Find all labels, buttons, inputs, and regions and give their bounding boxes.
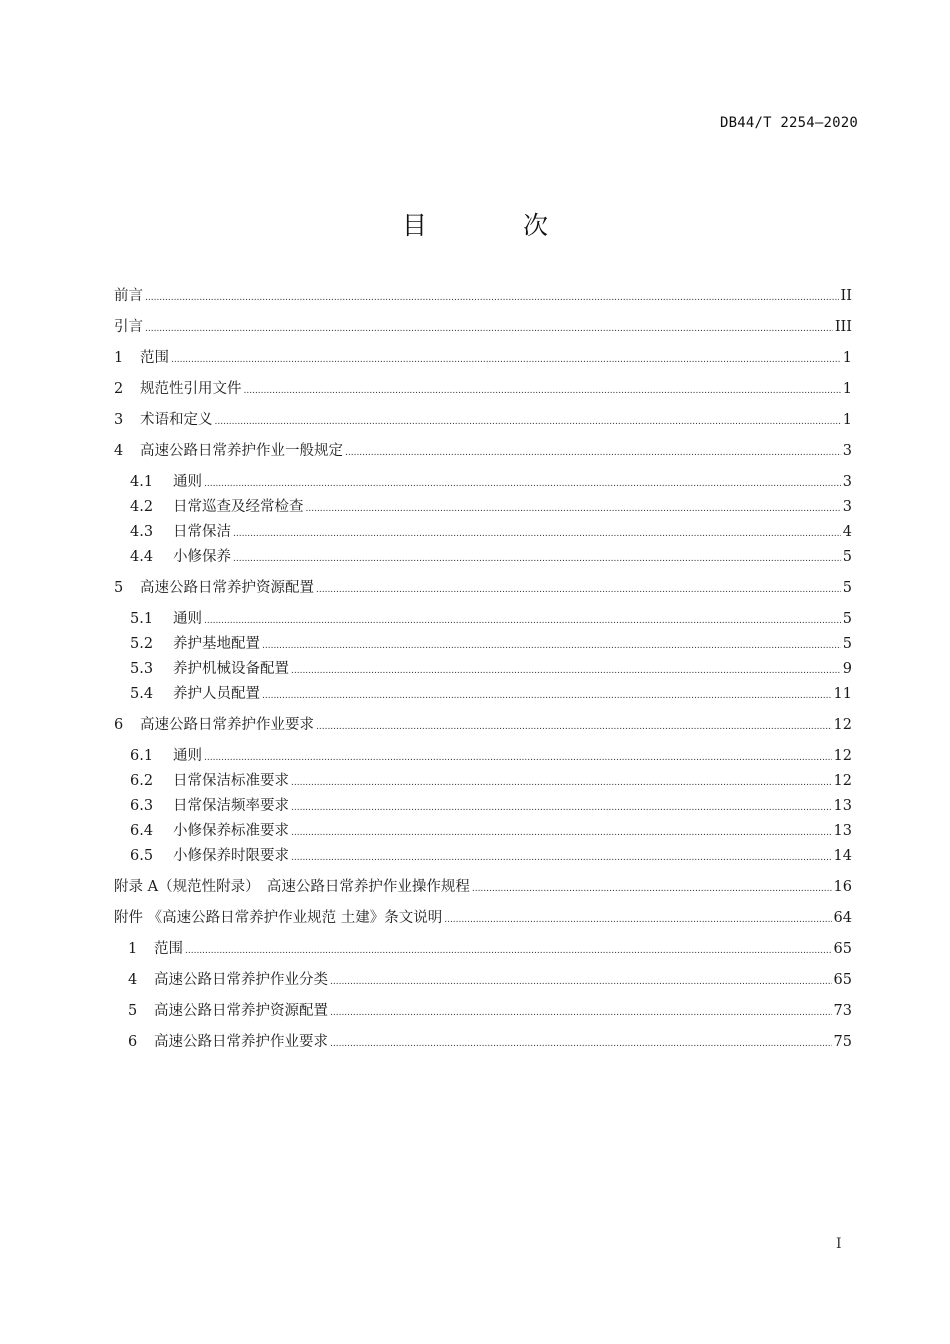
toc-leader-dots (330, 1000, 832, 1024)
toc-leader-dots (262, 683, 832, 707)
toc-leader-dots (145, 285, 839, 309)
toc-entry-number: 4 (114, 443, 124, 459)
toc-entry-label: 规范性引用文件 (140, 381, 242, 397)
toc-entry-label: 日常保洁 (173, 524, 231, 540)
toc-entry-number: 6.2 (130, 773, 154, 789)
toc-entry-5-4[interactable] (114, 683, 852, 705)
toc-entry-6-4[interactable] (114, 820, 852, 842)
toc-leader-dots (316, 577, 841, 601)
toc-entry-attachment[interactable] (114, 907, 852, 929)
toc-entry-page: 1 (842, 381, 852, 397)
toc-leader-dots (316, 714, 832, 738)
toc-leader-dots (291, 820, 832, 844)
toc-entry-label: 术语和定义 (140, 412, 213, 428)
toc-entry-page: III (834, 319, 852, 335)
toc-leader-dots (244, 378, 841, 402)
toc-entry-number: 4.1 (130, 474, 154, 490)
toc-leader-dots (185, 938, 832, 962)
toc-entry-page: 12 (833, 748, 852, 764)
toc-entry-label: 小修保养 (173, 549, 231, 565)
toc-entry-page: 75 (833, 1034, 852, 1050)
toc-entry-2[interactable] (114, 378, 852, 400)
toc-entry-5[interactable] (114, 577, 852, 599)
toc-entry-page: 3 (842, 474, 852, 490)
toc-entry-number: 5.2 (130, 636, 154, 652)
toc-entry-label: 通则 (173, 611, 202, 627)
toc-leader-dots (291, 795, 832, 819)
toc-leader-dots (330, 969, 832, 993)
toc-leader-dots (444, 907, 831, 931)
toc-entry-4-4[interactable] (114, 546, 852, 568)
toc-leader-dots (345, 440, 841, 464)
toc-entry-page: 5 (842, 636, 852, 652)
toc-entry-page: 9 (842, 661, 852, 677)
toc-entry-label: 高速公路日常养护作业分类 (154, 972, 328, 988)
page-number: I (836, 1236, 842, 1252)
toc-leader-dots (330, 1031, 832, 1055)
toc-entry-label: 日常保洁频率要求 (173, 798, 289, 814)
toc-entry-4-1[interactable] (114, 471, 852, 493)
toc-entry-page: 5 (842, 580, 852, 596)
toc-leader-dots (204, 745, 832, 769)
toc-entry-page: 11 (833, 686, 852, 702)
toc-entry-6[interactable] (114, 714, 852, 736)
toc-title: 目 次 (402, 211, 592, 240)
toc-entry-label: 引言 (114, 319, 143, 335)
toc-entry-label: 小修保养标准要求 (173, 823, 289, 839)
toc-entry-number: 6 (114, 717, 124, 733)
toc-entry-attachment-4[interactable] (114, 969, 852, 991)
toc-entry-foreword[interactable] (114, 285, 852, 307)
toc-entry-page: 65 (833, 972, 852, 988)
toc-entry-number: 5 (114, 580, 124, 596)
toc-entry-number: 4.4 (130, 549, 154, 565)
toc-entry-label: 日常巡查及经常检查 (173, 499, 304, 515)
toc-entry-appendix-a[interactable] (114, 876, 852, 898)
toc-entry-number: 4.2 (130, 499, 154, 515)
toc-entry-number: 3 (114, 412, 124, 428)
toc-leader-dots (233, 521, 841, 545)
toc-entry-number: 1 (114, 350, 124, 366)
toc-entry-label: 范围 (154, 941, 183, 957)
toc-leader-dots (171, 347, 841, 371)
toc-leader-dots (215, 409, 841, 433)
document-code: DB44/T 2254—2020 (719, 115, 858, 131)
toc-entry-6-5[interactable] (114, 845, 852, 867)
toc-leader-dots (145, 316, 833, 340)
toc-entry-4-2[interactable] (114, 496, 852, 518)
toc-entry-5-1[interactable] (114, 608, 852, 630)
toc-entry-page: 13 (833, 823, 852, 839)
toc-entry-page: 5 (842, 549, 852, 565)
toc-entry-page: 16 (833, 879, 852, 895)
toc-entry-page: 3 (842, 443, 852, 459)
toc-leader-dots (262, 633, 841, 657)
toc-leader-dots (204, 471, 841, 495)
toc-entry-4-3[interactable] (114, 521, 852, 543)
toc-entry-3[interactable] (114, 409, 852, 431)
toc-entry-introduction[interactable] (114, 316, 852, 338)
toc-entry-label: 前言 (114, 288, 143, 304)
toc-entry-number: 5.4 (130, 686, 154, 702)
toc-entry-number: 6 (128, 1034, 138, 1050)
toc-entry-number: 1 (128, 941, 138, 957)
toc-entry-page: 13 (833, 798, 852, 814)
toc-entry-label: 养护基地配置 (173, 636, 260, 652)
toc-entry-6-2[interactable] (114, 770, 852, 792)
toc-entry-number: 4 (128, 972, 138, 988)
toc-entry-label: 通则 (173, 474, 202, 490)
toc-entry-page: 12 (833, 773, 852, 789)
toc-leader-dots (291, 845, 832, 869)
toc-entry-number: 4.3 (130, 524, 154, 540)
toc-entry-label: 高速公路日常养护作业一般规定 (140, 443, 343, 459)
toc-leader-dots (306, 496, 841, 520)
toc-entry-page: 5 (842, 611, 852, 627)
toc-leader-dots (204, 608, 841, 632)
toc-leader-dots (472, 876, 832, 900)
toc-leader-dots (291, 770, 832, 794)
toc-leader-dots (233, 546, 841, 570)
toc-entry-page: 1 (842, 350, 852, 366)
toc-entry-page: 3 (842, 499, 852, 515)
toc-entry-label: 高速公路日常养护资源配置 (140, 580, 314, 596)
toc-entry-attachment-6[interactable] (114, 1031, 852, 1053)
toc-leader-dots (291, 658, 841, 682)
toc-entry-number: 6.4 (130, 823, 154, 839)
toc-entry-label: 小修保养时限要求 (173, 848, 289, 864)
toc-entry-1[interactable] (114, 347, 852, 369)
toc-entry-page: 73 (833, 1003, 852, 1019)
toc-entry-4[interactable] (114, 440, 852, 462)
toc-entry-attachment-1[interactable] (114, 938, 852, 960)
toc-entry-6-1[interactable] (114, 745, 852, 767)
toc-entry-label: 高速公路日常养护作业要求 (154, 1034, 328, 1050)
toc-entry-page: 65 (833, 941, 852, 957)
toc-entry-number: 6.3 (130, 798, 154, 814)
toc-entry-attachment-5[interactable] (114, 1000, 852, 1022)
toc-entry-label: 高速公路日常养护资源配置 (154, 1003, 328, 1019)
toc-entry-number: 5.1 (130, 611, 154, 627)
toc-entry-page: 64 (833, 910, 852, 926)
toc-entry-number: 5.3 (130, 661, 154, 677)
toc-entry-page: 1 (842, 412, 852, 428)
toc-entry-page: 12 (833, 717, 852, 733)
toc-entry-label: 日常保洁标准要求 (173, 773, 289, 789)
toc-entry-number: 5 (128, 1003, 138, 1019)
toc-entry-6-3[interactable] (114, 795, 852, 817)
toc-entry-5-3[interactable] (114, 658, 852, 680)
toc-entry-label: 附录 A（规范性附录） 高速公路日常养护作业操作规程 (114, 879, 470, 895)
toc-entry-page: 14 (833, 848, 852, 864)
toc-entry-page: II (840, 288, 852, 304)
toc-entry-label: 范围 (140, 350, 169, 366)
toc-entry-5-2[interactable] (114, 633, 852, 655)
toc-entry-label: 通则 (173, 748, 202, 764)
toc-entry-number: 2 (114, 381, 124, 397)
toc-entry-number: 6.1 (130, 748, 154, 764)
toc-entry-number: 6.5 (130, 848, 154, 864)
toc-entry-label: 养护机械设备配置 (173, 661, 289, 677)
toc-entry-label: 附件 《高速公路日常养护作业规范 土建》条文说明 (114, 910, 443, 926)
toc-entry-label: 高速公路日常养护作业要求 (140, 717, 314, 733)
toc-entry-label: 养护人员配置 (173, 686, 260, 702)
toc-entry-page: 4 (842, 524, 852, 540)
